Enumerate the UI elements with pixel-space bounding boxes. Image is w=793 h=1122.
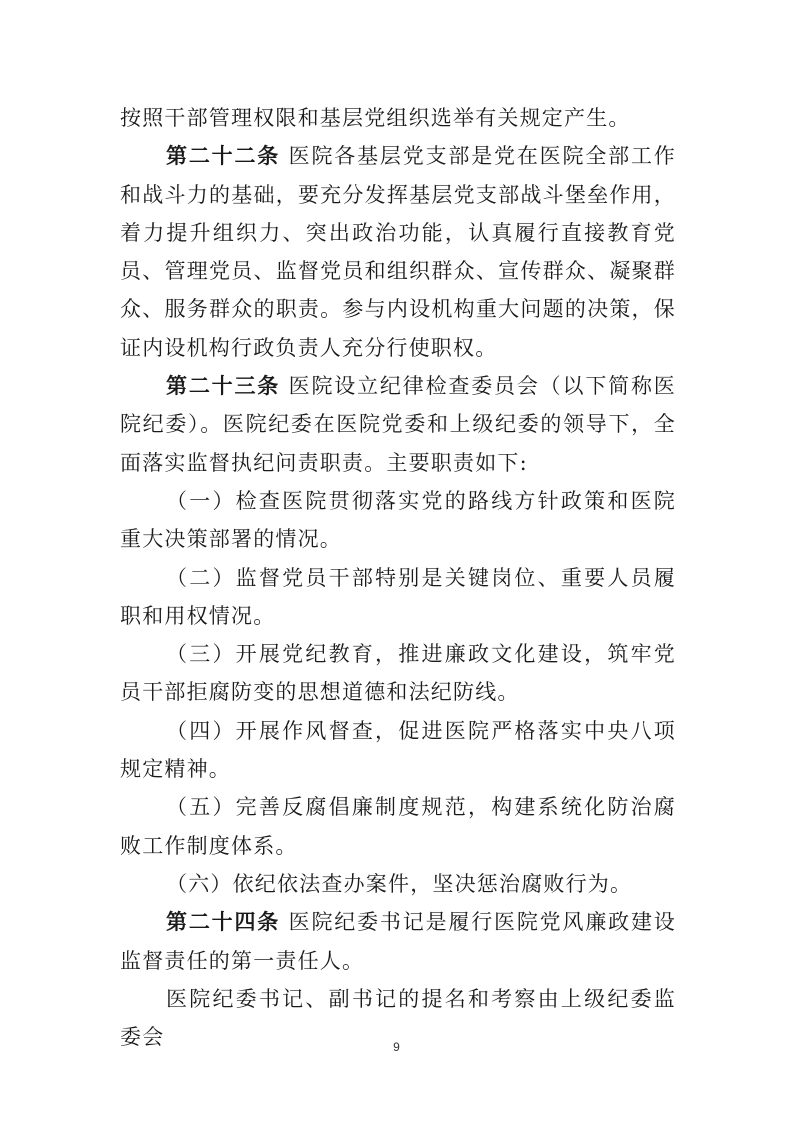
document-body xyxy=(120,99,676,1056)
duty-item-1 xyxy=(120,482,676,559)
page-number: 9 xyxy=(393,1040,400,1054)
duty-item-5 xyxy=(120,788,676,865)
duty-item-3 xyxy=(120,635,676,712)
paragraph-text: （三）开展党纪教育，推进廉政文化建设，筑牢党员干部拒腐防变的思想道德和法纪防线。 xyxy=(120,642,676,705)
paragraph-text: （四）开展作风督查，促进医院严格落实中央八项规定精神。 xyxy=(120,718,676,782)
duty-item-6 xyxy=(120,865,676,903)
paragraph-text: 医院各基层党支部是党在医院全部工作和战斗力的基础，要充分发挥基层党支部战斗堡垒作用，着力提升组织力、突出政治功能，认真履行直接教育党员、管理党员、监督党员和组织群众、宣传群众、凝聚群众、服务群众的职责。参与内设机构重大问题的决策，保证内设机构行政负责人充分行使职权。 xyxy=(120,144,676,360)
article-number: 第二十二条 xyxy=(166,144,281,169)
paragraph-text: 医院纪委书记是履行医院党风廉政建设监督责任的第一责任人。 xyxy=(120,910,676,973)
article-22 xyxy=(120,137,676,367)
paragraph-text: 医院纪委书记、副书记的提名和考察由上级纪委监委会 xyxy=(120,986,676,1050)
article-number: 第二十四条 xyxy=(166,910,281,935)
paragraph-text: （二）监督党员干部特别是关键岗位、重要人员履职和用权情况。 xyxy=(120,565,676,628)
article-number: 第二十三条 xyxy=(166,374,281,399)
paragraph-text: 按照干部管理权限和基层党组织选举有关规定产生。 xyxy=(120,106,631,130)
duty-item-2 xyxy=(120,559,676,636)
article-24 xyxy=(120,903,676,980)
paragraph-text: （六）依纪依法查办案件，坚决惩治腐败行为。 xyxy=(166,871,633,896)
paragraph-text: 医院设立纪律检查委员会（以下简称医院纪委）。医院纪委在医院党委和上级纪委的领导下，全面落实监督执纪问责职责。主要职责如下: xyxy=(120,374,676,475)
paragraph-1 xyxy=(120,99,676,137)
paragraph-text: （五）完善反腐倡廉制度规范，构建系统化防治腐败工作制度体系。 xyxy=(120,795,676,858)
paragraph-text: （一）检查医院贯彻落实党的路线方针政策和医院重大决策部署的情况。 xyxy=(120,488,676,552)
duty-item-4 xyxy=(120,712,676,789)
article-23 xyxy=(120,367,676,482)
